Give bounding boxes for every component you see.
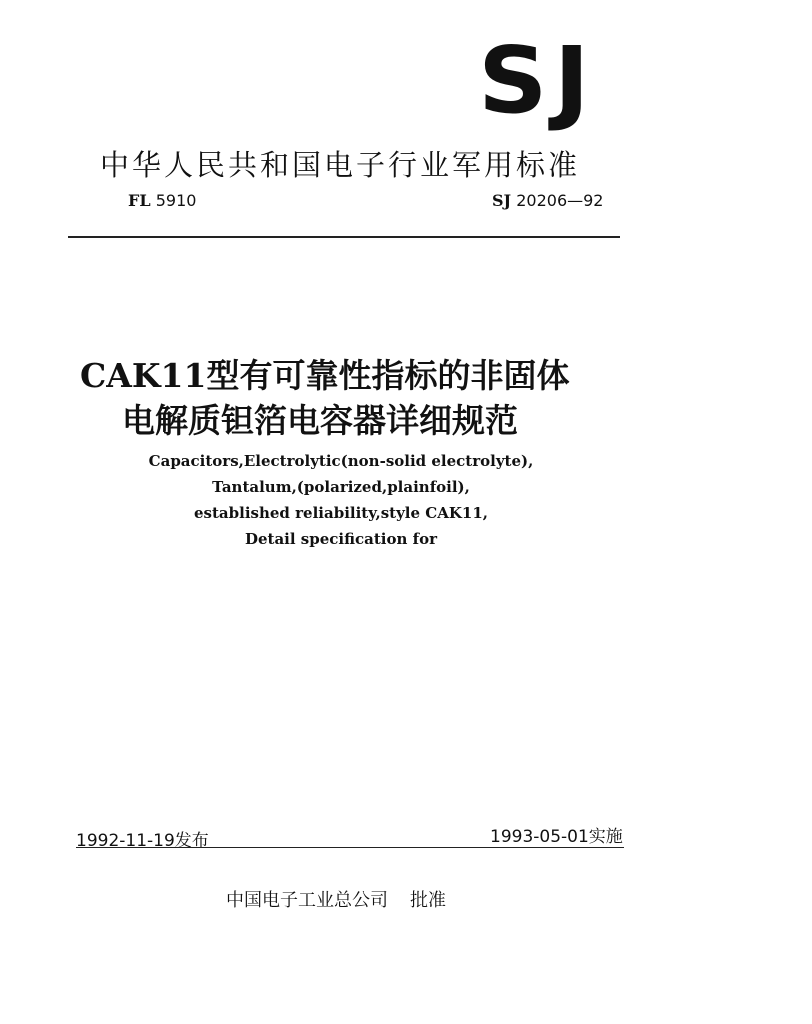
title-line-2: 电解质钽箔电容器详细规范	[122, 401, 518, 440]
english-title-line-3: established reliability,style CAK11,	[194, 504, 488, 522]
english-title-line-4: Detail specification for	[244, 530, 437, 548]
standard-category: 中华人民共和国电子行业军用标准	[100, 148, 581, 182]
english-title-line-2: Tantalum,(polarized,plainfoil),	[212, 478, 470, 496]
approver	[226, 886, 446, 912]
sj-logo: SJ	[477, 27, 597, 134]
impl-label: 实施	[588, 827, 623, 847]
fl-number: 5910	[155, 191, 197, 210]
footer-divider	[76, 847, 624, 848]
approve-label: 批准	[410, 890, 446, 911]
fl-prefix: FL	[128, 191, 151, 210]
impl-date-value: 1993-05-01	[490, 827, 589, 847]
issue-date-value: 1992-11-19	[76, 831, 175, 851]
title-model: CAK11	[80, 356, 207, 395]
sj-prefix: SJ	[492, 191, 512, 210]
title-line-1	[80, 350, 569, 397]
fl-code	[128, 191, 196, 210]
header-divider	[68, 236, 620, 238]
implementation-date	[490, 822, 623, 847]
sj-number: 20206—92	[516, 191, 604, 210]
sj-code	[492, 191, 603, 210]
title-line-1-text: 型有可靠性指标的非固体	[206, 356, 570, 395]
issue-label: 发布	[174, 831, 209, 851]
approver-name: 中国电子工业总公司	[226, 890, 388, 911]
english-title-line-1: Capacitors,Electrolytic(non-solid electrolyte),	[148, 452, 534, 470]
